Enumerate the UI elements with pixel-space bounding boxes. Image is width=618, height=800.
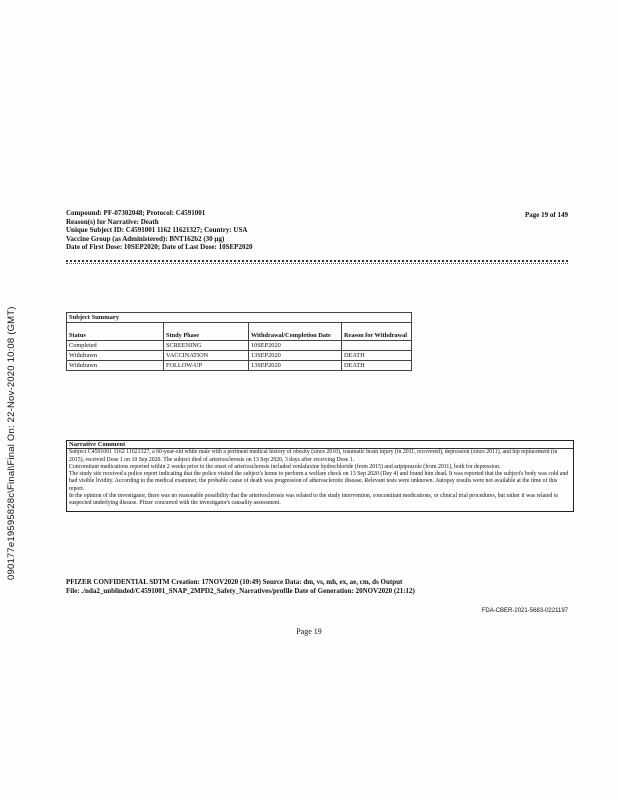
narrative-body [67,449,573,507]
narrative-title: Narrative Comment [67,441,573,449]
table-cell: SCREENING [164,341,249,351]
column-header-status: Status [67,323,164,341]
document-header [66,209,252,252]
footer-confidential-line: PFIZER CONFIDENTIAL SDTM Creation: 17NOV2020 (10:49) Source Data: dm, vs, mh, ex, ae, cm, ds Output [66,578,403,586]
table-cell: VACCINATION [164,351,249,361]
table-cell: DEATH [342,351,412,361]
column-header-withdrawal-date: Withdrawal/Completion Date [249,323,342,341]
table-row [67,351,412,361]
table-cell: DEATH [342,361,412,371]
table-cell: FOLLOW-UP [164,361,249,371]
table-cell: 10SEP2020 [249,341,342,351]
table-cell: Withdrawn [67,351,164,361]
narrative-paragraph: Concomitant medications reported within 2 weeks prior to the onset of arteriosclerosis included venlafaxine hydrochloride (from 2015) and aripiprazole (from 2011), both for depression. [69,463,501,470]
narrative-paragraph: The study site received a police report indicating that the police visited the subject's home to perform a welfare check on 13 Sep 2020 (Day 4) and found him dead. It was reported that the subject's body was cold and had visible lividity. According to the medical examiner, the probable cause of death was progression of atherosclerotic disease. Relevant tests were unknown. Autopsy results were not available at the time of this report. [69,471,569,492]
column-header-reason: Reason for Withdrawal [342,323,412,341]
table-cell: Completed [67,341,164,351]
header-vaccine-line: Vaccine Group (as Administered): BNT162b2 (30 µg) [66,234,225,243]
side-watermark-stamp: 090177e19595828c\Final\Final On: 22-Nov-2020 10:08 (GMT) [6,306,17,580]
header-compound-line: Compound: PF-07302048; Protocol: C4591001 [66,209,206,217]
narrative-paragraph: Subject C4591001 1162 11621327, a 60-year-old white male with a pertinent medical history of obesity (since 2010), traumatic brain injury (in 2011, recovered), depression (since 2011), and hip replacement (in 2015), received Dose 1 on 10 Sep 2020. The subject died of arteriosclerosis on 13 Sep 2020, 3 days after receiving Dose 1. [69,449,558,463]
subject-summary-table [66,312,412,371]
footer-file-line: File: ./nda2_unblinded/C4591001_SNAP_2MPD2_Safety_Narratives/profile Date of Generation: 20NOV2020 (21:12) [66,587,415,595]
header-divider-secondary [66,263,568,264]
page-number-top: Page 19 of 149 [525,211,568,219]
table-row [67,361,412,371]
header-reason-line: Reason(s) for Narrative: Death [66,217,159,226]
subject-summary-caption: Subject Summary [67,313,412,323]
header-dose-dates-line: Date of First Dose: 10SEP2020; Date of Last Dose: 10SEP2020 [66,243,253,252]
page-number-bottom: Page 19 [296,627,322,636]
column-header-study-phase: Study Phase [164,323,249,341]
table-cell: Withdrawn [67,361,164,371]
narrative-paragraph: In the opinion of the investigator, there was no reasonable possibility that the arteriosclerosis was related to the study intervention, concomitant medications, or clinical trial procedures, but rather it was related to suspected underlying disease. Pfizer concurred with the investigator's causality assessment. [69,493,559,507]
header-divider [66,260,568,262]
narrative-comment-box [66,440,574,512]
table-cell: 13SEP2020 [249,351,342,361]
document-footer [66,578,415,596]
table-cell [342,341,412,351]
fda-document-id: FDA-CBER-2021-5683-0221197 [481,608,568,614]
table-row [67,341,412,351]
table-cell: 13SEP2020 [249,361,342,371]
header-subject-line: Unique Subject ID: C4591001 1162 11621327; Country: USA [66,226,248,235]
